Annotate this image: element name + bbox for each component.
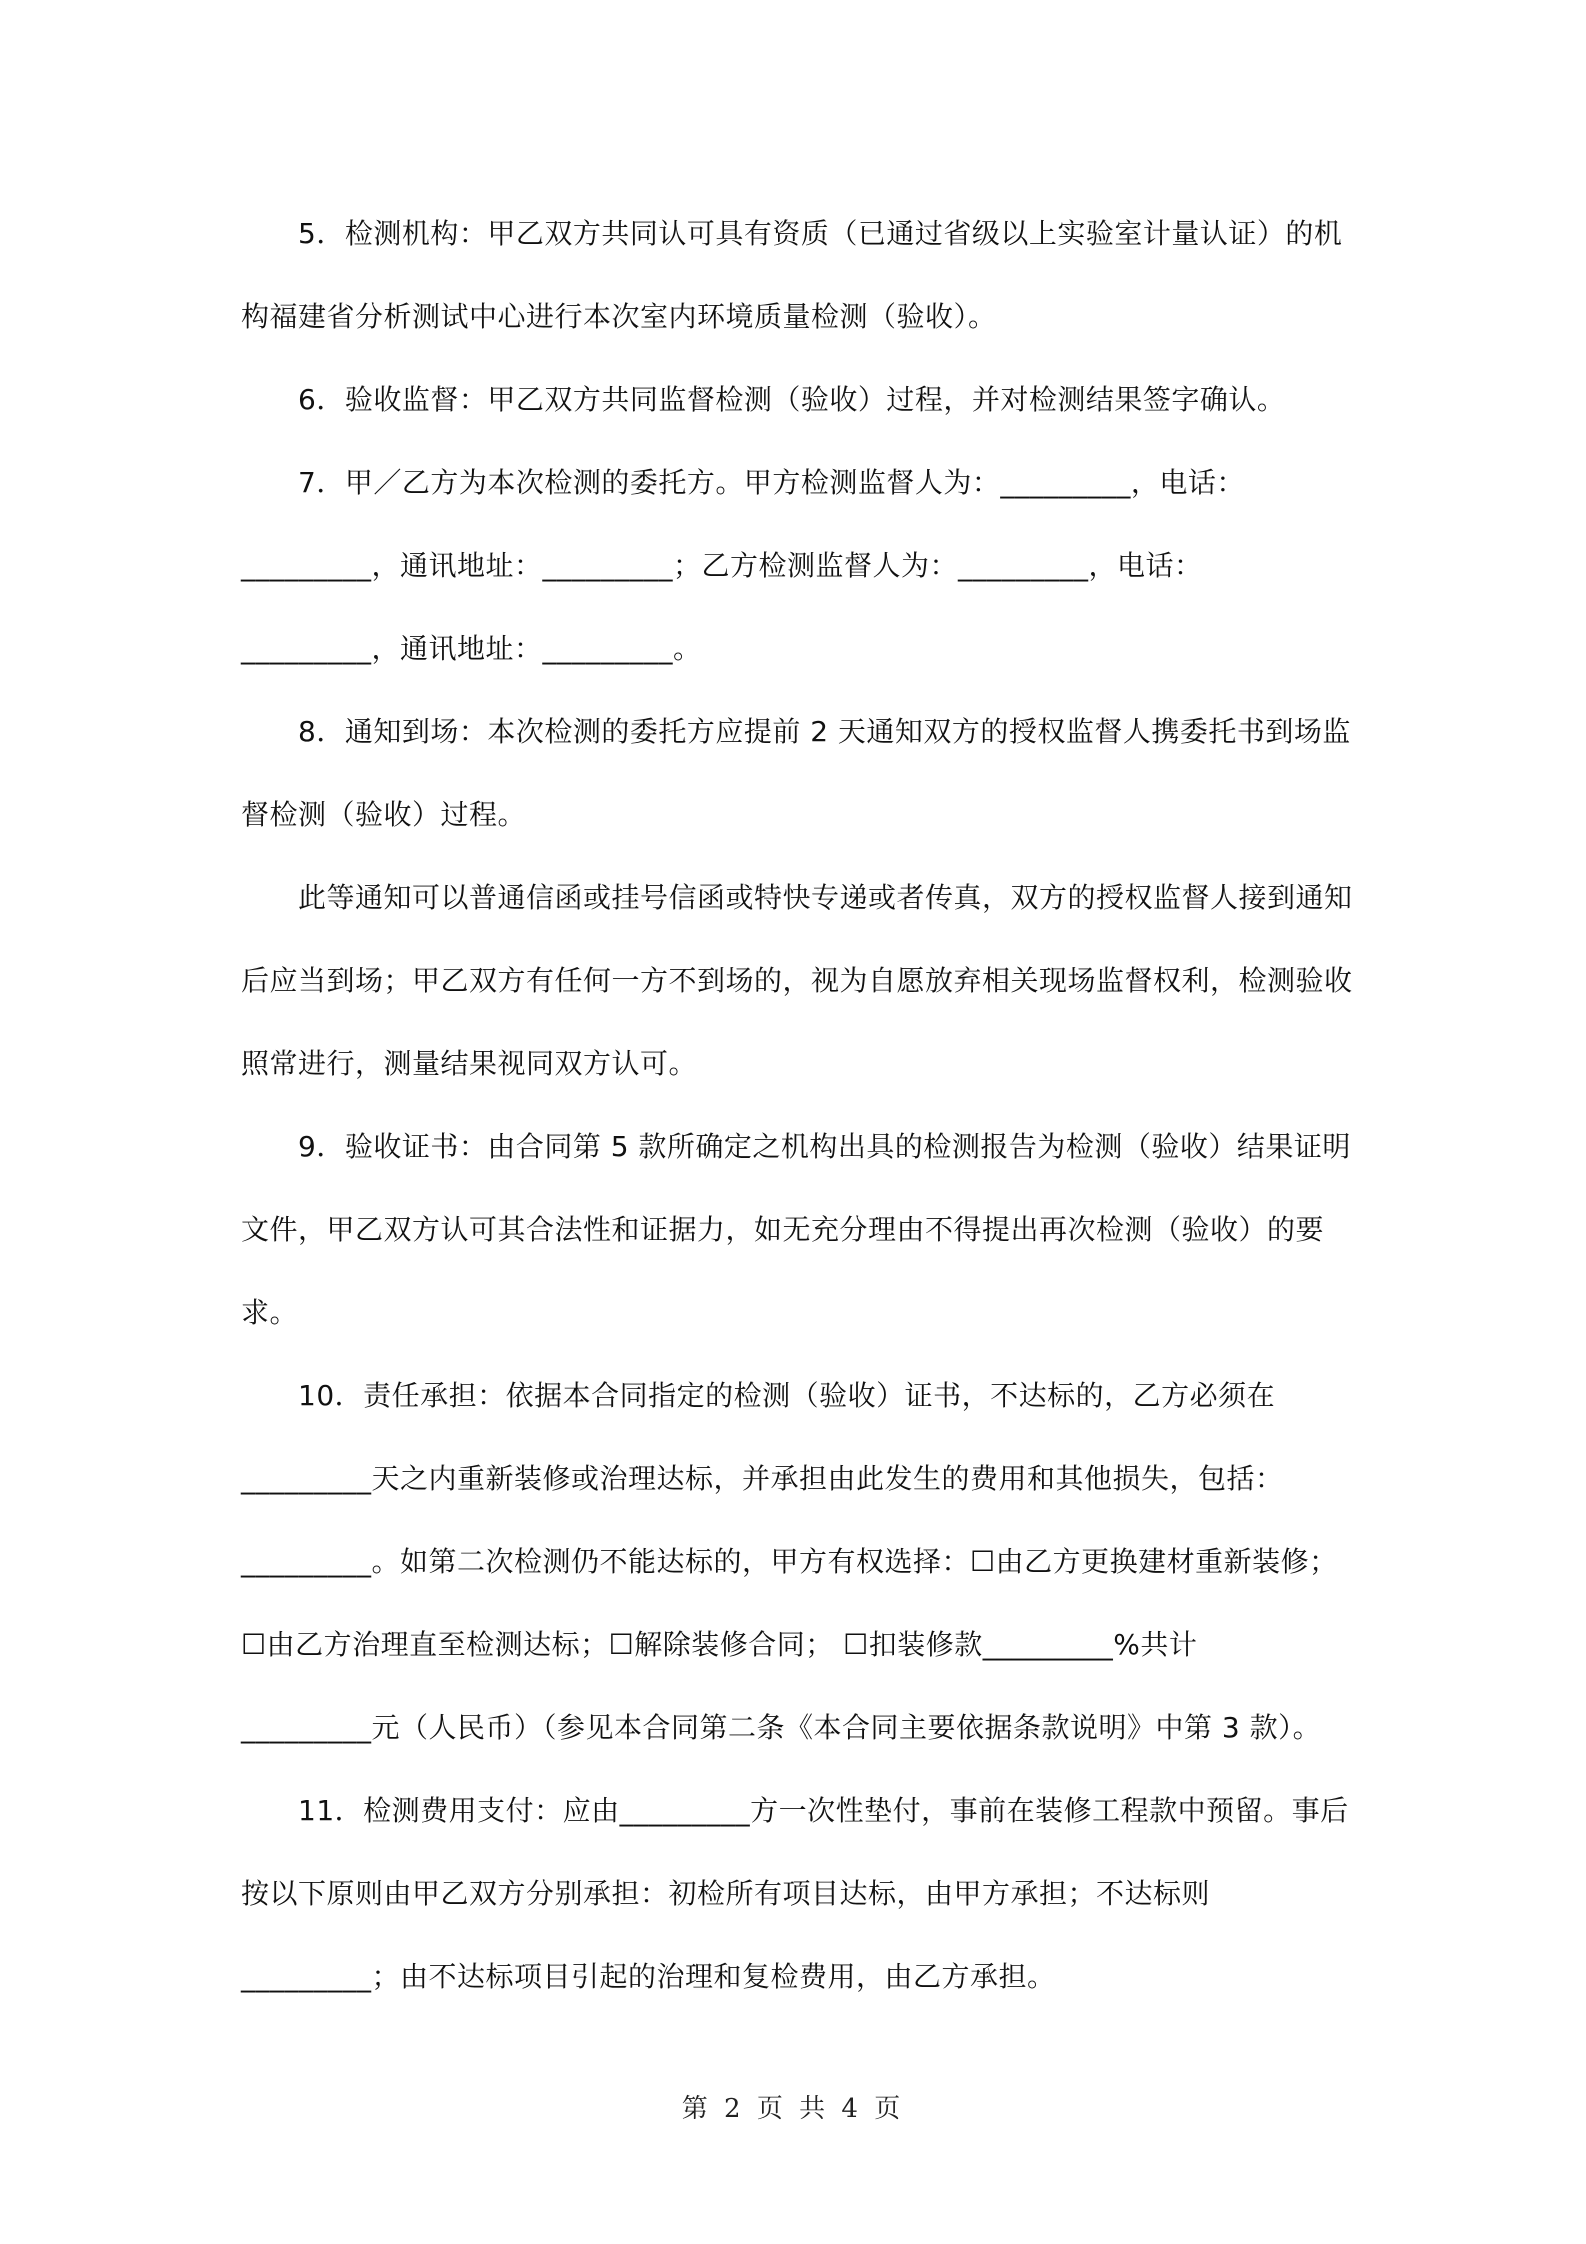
clause-9-line-3: 求。	[241, 1296, 299, 1329]
clause-11-line-2: 按以下原则由甲乙双方分别承担：初检所有项目达标，由甲方承担；不达标则	[241, 1877, 1211, 1910]
clause-11-line-1: 11．检测费用支付：应由_________方一次性垫付，事前在装修工程款中预留。事后	[298, 1794, 1349, 1827]
clause-6-line-1: 6．验收监督：甲乙双方共同监督检测（验收）过程，并对检测结果签字确认。	[298, 383, 1286, 416]
notice-paragraph-line-2: 后应当到场；甲乙双方有任何一方不到场的，视为自愿放弃相关现场监督权利，检测验收	[241, 964, 1353, 997]
clause-7-line-1: 7．甲／乙方为本次检测的委托方。甲方检测监督人为：_________，电话：	[298, 466, 1245, 499]
clause-8-line-2: 督检测（验收）过程。	[241, 798, 527, 831]
notice-paragraph-line-3: 照常进行，测量结果视同双方认可。	[241, 1047, 698, 1080]
clause-10-line-4: ☐由乙方治理直至检测达标；☐解除装修合同； ☐扣装修款_________%共计	[241, 1628, 1198, 1661]
clause-10-line-1: 10．责任承担：依据本合同指定的检测（验收）证书，不达标的，乙方必须在	[298, 1379, 1276, 1412]
clause-5-line-2: 构福建省分析测试中心进行本次室内环境质量检测（验收）。	[241, 300, 997, 333]
clause-5-line-1: 5．检测机构：甲乙双方共同认可具有资质（已通过省级以上实验室计量认证）的机	[298, 217, 1343, 250]
clause-9-line-1: 9．验收证书：由合同第 5 款所确定之机构出具的检测报告为检测（验收）结果证明	[298, 1130, 1351, 1163]
clause-10-line-2: _________天之内重新装修或治理达标，并承担由此发生的费用和其他损失，包括：	[241, 1462, 1284, 1495]
notice-paragraph-line-1: 此等通知可以普通信函或挂号信函或特快专递或者传真，双方的授权监督人接到通知	[298, 881, 1353, 914]
clause-10-line-5: _________元（人民币）（参见本合同第二条《本合同主要依据条款说明》中第 3 款）。	[241, 1711, 1322, 1744]
clause-10-line-3: _________。如第二次检测仍不能达标的，甲方有权选择：☐由乙方更换建材重新装修；	[241, 1545, 1338, 1578]
clause-7-line-2: _________，通讯地址：_________；乙方检测监督人为：_________，电话：	[241, 549, 1203, 582]
page-number-footer: 第 2 页 共 4 页	[681, 2094, 905, 2124]
clause-7-line-3: _________，通讯地址：_________。	[241, 632, 702, 665]
contract-body	[241, 208, 1353, 2034]
clause-8-line-1: 8．通知到场：本次检测的委托方应提前 2 天通知双方的授权监督人携委托书到场监	[298, 715, 1351, 748]
clause-11-line-3: _________；由不达标项目引起的治理和复检费用，由乙方承担。	[241, 1960, 1056, 1993]
clause-9-line-2: 文件，甲乙双方认可其合法性和证据力，如无充分理由不得提出再次检测（验收）的要	[241, 1213, 1325, 1246]
